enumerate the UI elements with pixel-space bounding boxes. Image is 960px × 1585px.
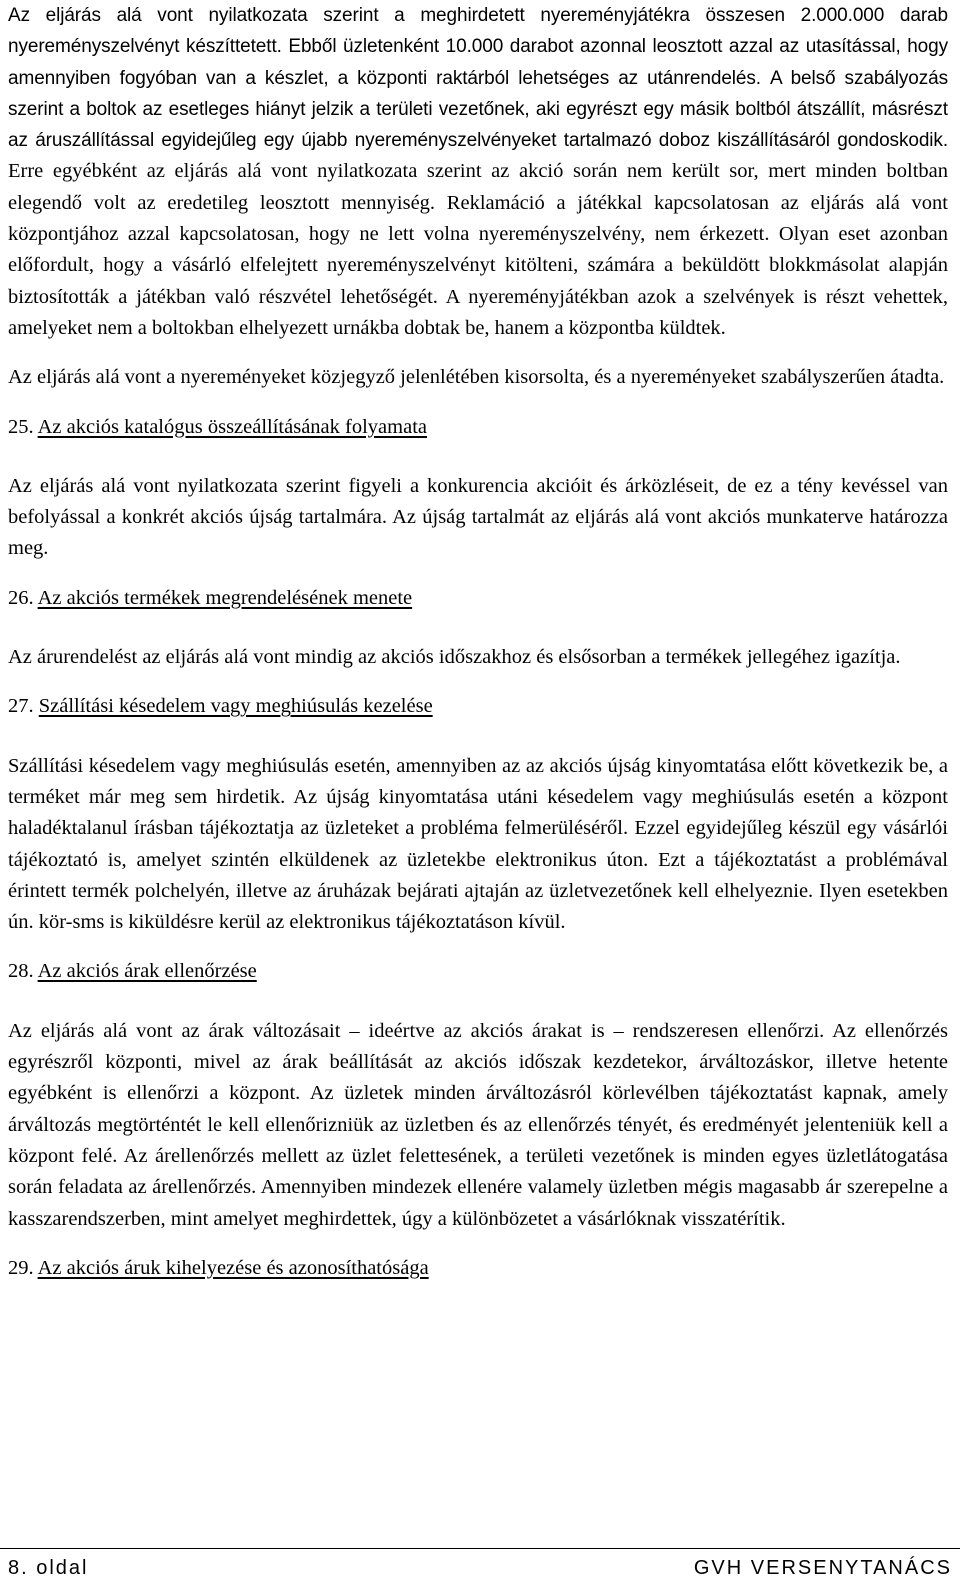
section-paragraph: Az eljárás alá vont nyilatkozata szerint figyeli a konkurencia akcióit és árközléseit, de ez a tény kevéssel van befolyással a konkrét akciós újság tartalmára. Az újság tartalmát az eljárás alá vont akciós munkaterve határozza meg. [8,474,948,560]
footer-divider [0,1548,960,1549]
intro-rest-text: Erre egyébként az eljárás alá vont nyilatkozata szerint az akció során nem került sor, mert minden boltban elegendő volt az eredetileg leosztott mennyiség. Reklamáció a játékkal kapcsolatosan az eljárás alá vont központjához azzal kapcsolatosan, hogy ne lett volna nyereményszelvény, nem érkezett. Olyan eset azonban előfordult, hogy a vásárló elfelejtett nyereményszelvényt kitölteni, számára a beküldött blokkmásolat alapján biztosították a játékban való részvétel lehetőségét. A nyereményjátékban azok a szelvények is részt vehettek, amelyeket nem a boltokban elhelyezett urnákba dobtak be, hanem a központba küldtek. [8,160,948,339]
section-number: 26. [8,586,34,609]
section-heading-25 [8,412,948,443]
section-paragraph: Szállítási késedelem vagy meghiúsulás esetén, amennyiben az az akciós újság kinyomtatása előtt következik be, a terméket már meg sem hirdetik. Az újság kinyomtatása utáni késedelem vagy meghiúsulás esetén a központ haladéktalanul írásban tájékoztatja az üzleteket a probléma felmerüléséről. Ezzel egyidejűleg készül egy vásárlói tájékoztató is, amelyet szintén elküldenek az üzletekbe elektronikus úton. Ezt a tájékoztatást a problémával érintett termék polchelyén, illetve az áruházak bejárati ajtaján az üzletvezetőnek kell elhelyeznie. Ilyen esetekben ún. kör-sms is kiküldésre kerül az elektronikus tájékoztatáson kívül. [8,754,948,934]
intro-serif-text: A belső szabályozás szerint a boltok az esetleges hiányt jelzik a területi vezetőnek, aki egyrészt egy másik boltból átszállít, másrészt az áruszállítással egyidejűleg egy újabb nyereményszelvényeket tartalmazó doboz kiszállításáról gondoskodik. [8,67,949,152]
organization-name: GVH VERSENYTANÁCS [693,1557,952,1579]
section-heading-27 [8,691,948,722]
section-heading-26 [8,583,948,614]
intro-sans-text: Az eljárás alá vont nyilatkozata szerint a meghirdetett nyereményjátékra összesen 2.000.000 darab nyereményszelvényt készíttetett. Ebből üzletenként 10.000 darabot azonnal leosztott azzal az utasítással, hogy amennyiben fogyóban van a készlet, a központi raktárból lehetséges az utánrendelés. [8,5,948,89]
draw-paragraph: Az eljárás alá vont a nyereményeket közjegyző jelenlétében kisorsolta, és a nyereményeket szabályszerűen átadta. [8,366,945,389]
section-heading-29 [8,1253,948,1284]
section-heading-28 [8,956,948,987]
section-title: Szállítási késedelem vagy meghiúsulás kezelése [38,695,433,718]
page-number: 8. oldal [8,1557,89,1579]
section-paragraph: Az árurendelést az eljárás alá vont mindig az akciós időszakhoz és elsősorban a termékek jellegéhez igazítja. [8,646,901,669]
section-number: 27. [8,695,34,718]
section-title: Az akciós katalógus összeállításának folyamata [37,415,427,438]
section-title: Az akciós áruk kihelyezése és azonosíthatósága [37,1256,429,1279]
section-number: 25. [8,415,34,438]
section-number: 28. [8,960,34,983]
section-number: 29. [8,1256,34,1279]
document-body [8,0,948,1284]
section-title: Az akciós termékek megrendelésének menete [37,586,413,609]
page-footer [8,1557,952,1580]
intro-paragraph [8,0,948,344]
section-title: Az akciós árak ellenőrzése [37,960,257,983]
section-paragraph: Az eljárás alá vont az árak változásait – ideértve az akciós árakat is – rendszeresen ellenőrzi. Az ellenőrzés egyrészről központi, mivel az árak beállítását az akciós időszak kezdetekor, árváltozáskor, illetve hetente egyébként is ellenőrzi a központ. Az üzletek minden árváltozásról körlevélben tájékoztatást kapnak, amely árváltozás megtörténtét le kell ellenőrizniük az üzletben és az ellenőrzés tényét, és eredményét jelenteniük kell a központ felé. Az árellenőrzés mellett az üzlet felettesének, a területi vezetőnek is minden egyes üzletlátogatása során feladata az árellenőrzés. Amennyiben mindezek ellenére valamely üzletben mégis magasabb ár szerepelne a kasszarendszerben, mint amelyet meghirdettek, úgy a különbözetet a vásárlóknak visszatérítik. [8,1019,948,1230]
